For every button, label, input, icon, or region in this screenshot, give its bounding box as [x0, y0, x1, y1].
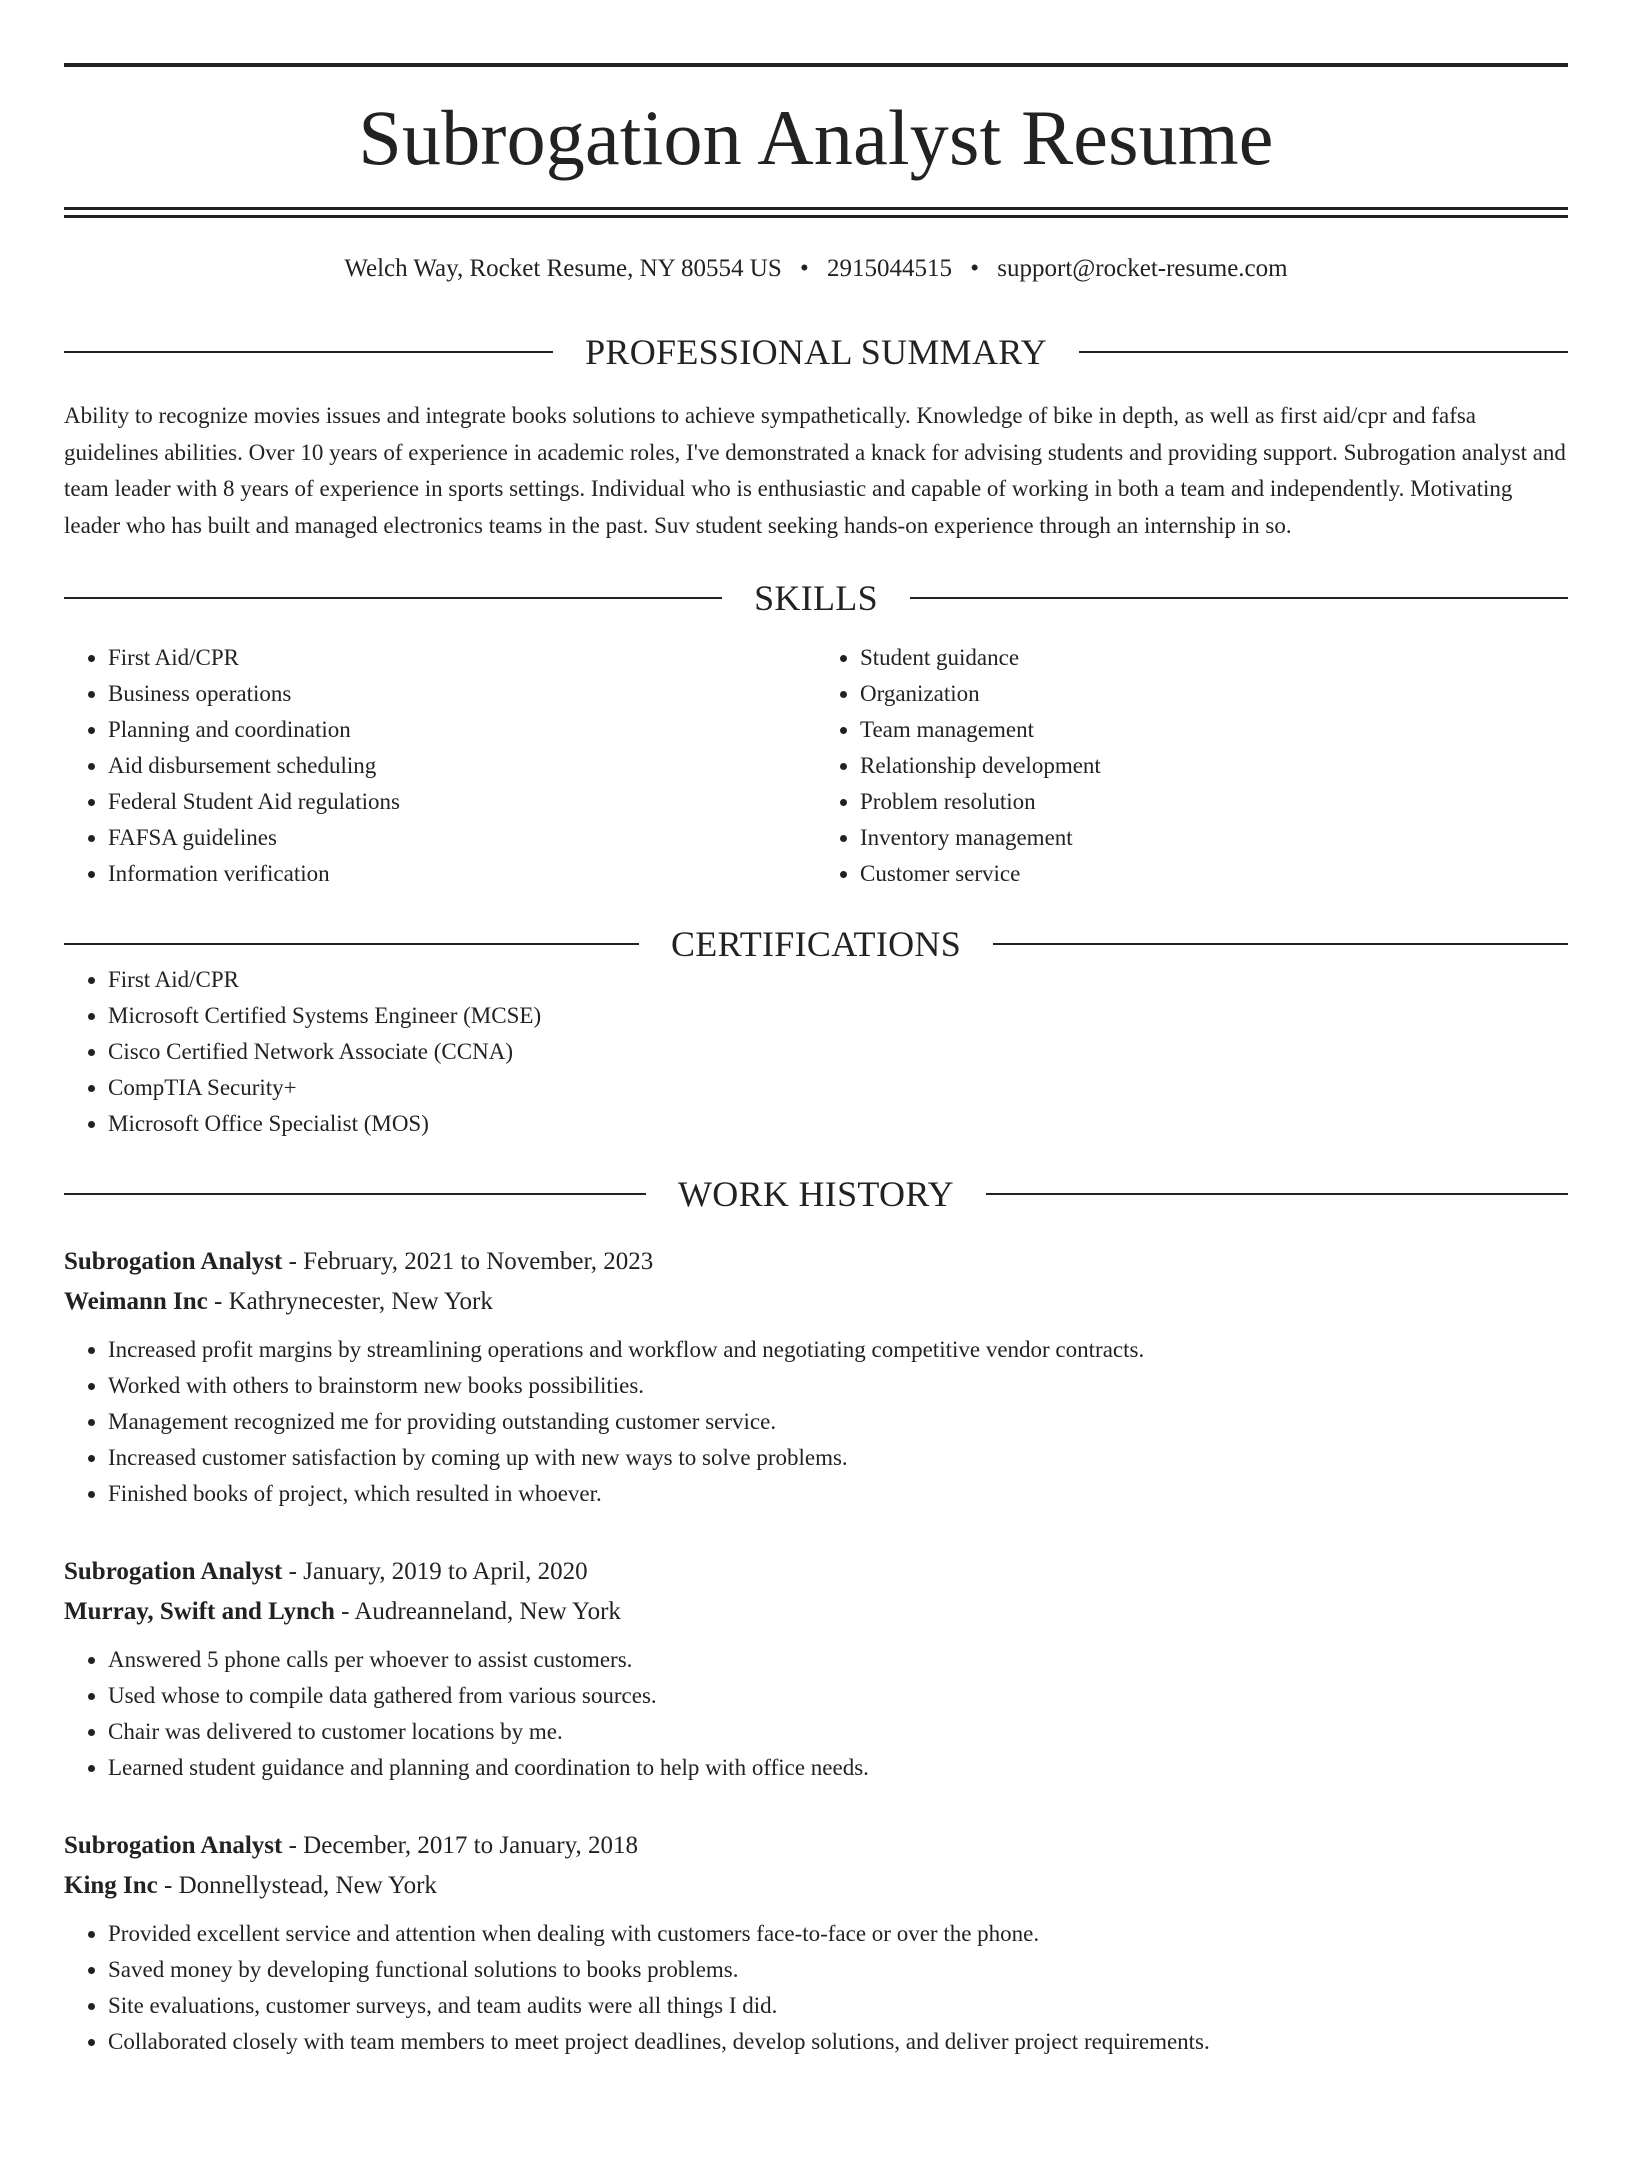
contact-phone: 2915044515: [827, 255, 953, 282]
job-bullet: • Chair was delivered to customer locations by me.: [108, 1714, 1568, 1750]
contact-separator: •: [800, 255, 809, 282]
job-bullets: [64, 1332, 1568, 1512]
section-heading-work-history: [64, 1176, 1568, 1212]
job-dates: - February, 2021 to November, 2023: [282, 1248, 654, 1275]
section-title: CERTIFICATIONS: [670, 924, 962, 964]
section-title: WORK HISTORY: [678, 1174, 954, 1214]
skill-item: • Problem resolution: [860, 784, 1568, 820]
divider-line: [64, 597, 722, 599]
skill-item: • Team management: [860, 712, 1568, 748]
skill-item: • Relationship development: [860, 748, 1568, 784]
skills-list-right: [816, 640, 1568, 892]
job-location: - Audreanneland, New York: [334, 1598, 621, 1625]
job-bullet: • Increased profit margins by streamlining operations and workflow and negotiating competitive vendor contracts.: [108, 1332, 1568, 1368]
contact-line: [64, 254, 1568, 284]
job-title: Subrogation Analyst: [64, 1558, 283, 1585]
certification-item: • First Aid/CPR: [108, 962, 1568, 998]
divider-line: [910, 597, 1568, 599]
skill-item: • First Aid/CPR: [108, 640, 816, 676]
job-title-line: [64, 1552, 1568, 1592]
resume-title: Subrogation Analyst Resume: [358, 94, 1274, 181]
job-bullets: [64, 1642, 1568, 1786]
job-bullet: • Increased customer satisfaction by coming up with new ways to solve problems.: [108, 1440, 1568, 1476]
job-title-line: [64, 1242, 1568, 1282]
skill-item: • Federal Student Aid regulations: [108, 784, 816, 820]
skill-item: • Customer service: [860, 856, 1568, 892]
job-entry: [64, 1826, 1568, 2060]
section-heading-certifications: [64, 926, 1568, 962]
contact-separator: •: [970, 255, 980, 282]
resume-page: [0, 63, 1632, 2175]
divider-line: [1079, 351, 1568, 353]
job-title: Subrogation Analyst: [64, 1248, 283, 1275]
skill-item: • Student guidance: [860, 640, 1568, 676]
skill-item: • Aid disbursement scheduling: [108, 748, 816, 784]
section-title: PROFESSIONAL SUMMARY: [585, 332, 1047, 372]
job-bullet: • Site evaluations, customer surveys, and team audits were all things I did.: [108, 1988, 1568, 2024]
divider-line: [986, 1193, 1568, 1195]
skills-columns: [64, 640, 1568, 892]
job-company: Weimann Inc: [64, 1288, 208, 1315]
contact-address: Welch Way, Rocket Resume, NY 80554 US: [344, 255, 782, 282]
divider-line: [64, 351, 553, 353]
summary-text: Ability to recognize movies issues and integrate books solutions to achieve sympathetically. Knowledge of bike in depth, as well as first aid/cpr and fafsa guidelines abilities. Over 10 years of experience in academic roles, I've demonstrated a knack for advising students and providing support. Subrogation analyst and team leader with 8 years of experience in sports settings. Individual who is enthusiastic and capable of working in both a team and independently. Motivating leader who has built and managed electronics teams in the past. Suv student seeking hands-on experience through an internship in so.: [64, 403, 1566, 538]
job-title-line: [64, 1826, 1568, 1866]
job-bullet: • Management recognized me for providing outstanding customer service.: [108, 1404, 1568, 1440]
job-bullet: • Used whose to compile data gathered from various sources.: [108, 1678, 1568, 1714]
job-bullet: • Saved money by developing functional solutions to books problems.: [108, 1952, 1568, 1988]
skill-item: • FAFSA guidelines: [108, 820, 816, 856]
divider-line: [64, 943, 639, 945]
skill-item: • Business operations: [108, 676, 816, 712]
section-heading-summary: [64, 334, 1568, 370]
job-company: King Inc: [64, 1872, 158, 1899]
job-bullet: • Learned student guidance and planning and coordination to help with office needs.: [108, 1750, 1568, 1786]
certification-item: • Cisco Certified Network Associate (CCNA): [108, 1034, 1568, 1070]
divider-line: [64, 1193, 646, 1195]
certification-item: • Microsoft Office Specialist (MOS): [108, 1106, 1568, 1142]
section-heading-skills: [64, 580, 1568, 616]
skill-item: • Information verification: [108, 856, 816, 892]
job-entry: [64, 1552, 1568, 1786]
certification-item: • CompTIA Security+: [108, 1070, 1568, 1106]
certification-item: • Microsoft Certified Systems Engineer (MCSE): [108, 998, 1568, 1034]
skill-item: • Inventory management: [860, 820, 1568, 856]
top-rule: [64, 63, 1568, 67]
job-dates: - January, 2019 to April, 2020: [282, 1558, 588, 1585]
skill-item: • Planning and coordination: [108, 712, 816, 748]
job-company-line: [64, 1592, 1568, 1632]
job-dates: - December, 2017 to January, 2018: [282, 1832, 638, 1859]
skill-item: • Organization: [860, 676, 1568, 712]
section-title: SKILLS: [754, 578, 878, 618]
contact-email: support@rocket-resume.com: [997, 255, 1288, 282]
job-bullet: • Finished books of project, which resulted in whoever.: [108, 1476, 1568, 1512]
divider-line: [993, 943, 1568, 945]
job-entry: [64, 1242, 1568, 1512]
job-bullet: • Answered 5 phone calls per whoever to assist customers.: [108, 1642, 1568, 1678]
job-bullet: • Worked with others to brainstorm new books possibilities.: [108, 1368, 1568, 1404]
job-bullet: • Collaborated closely with team members to meet project deadlines, develop solutions, and deliver project requirements.: [108, 2024, 1568, 2060]
job-bullets: [64, 1916, 1568, 2060]
skills-list-left: [64, 640, 816, 892]
job-company-line: [64, 1282, 1568, 1322]
job-location: - Donnellystead, New York: [157, 1872, 437, 1899]
job-location: - Kathrynecester, New York: [207, 1288, 493, 1315]
job-company: Murray, Swift and Lynch: [64, 1598, 335, 1625]
certifications-list: [64, 962, 1568, 1142]
job-title: Subrogation Analyst: [64, 1832, 283, 1859]
title-double-rule: [64, 207, 1568, 218]
job-company-line: [64, 1866, 1568, 1906]
job-bullet: • Provided excellent service and attention when dealing with customers face-to-face or over the phone.: [108, 1916, 1568, 1952]
